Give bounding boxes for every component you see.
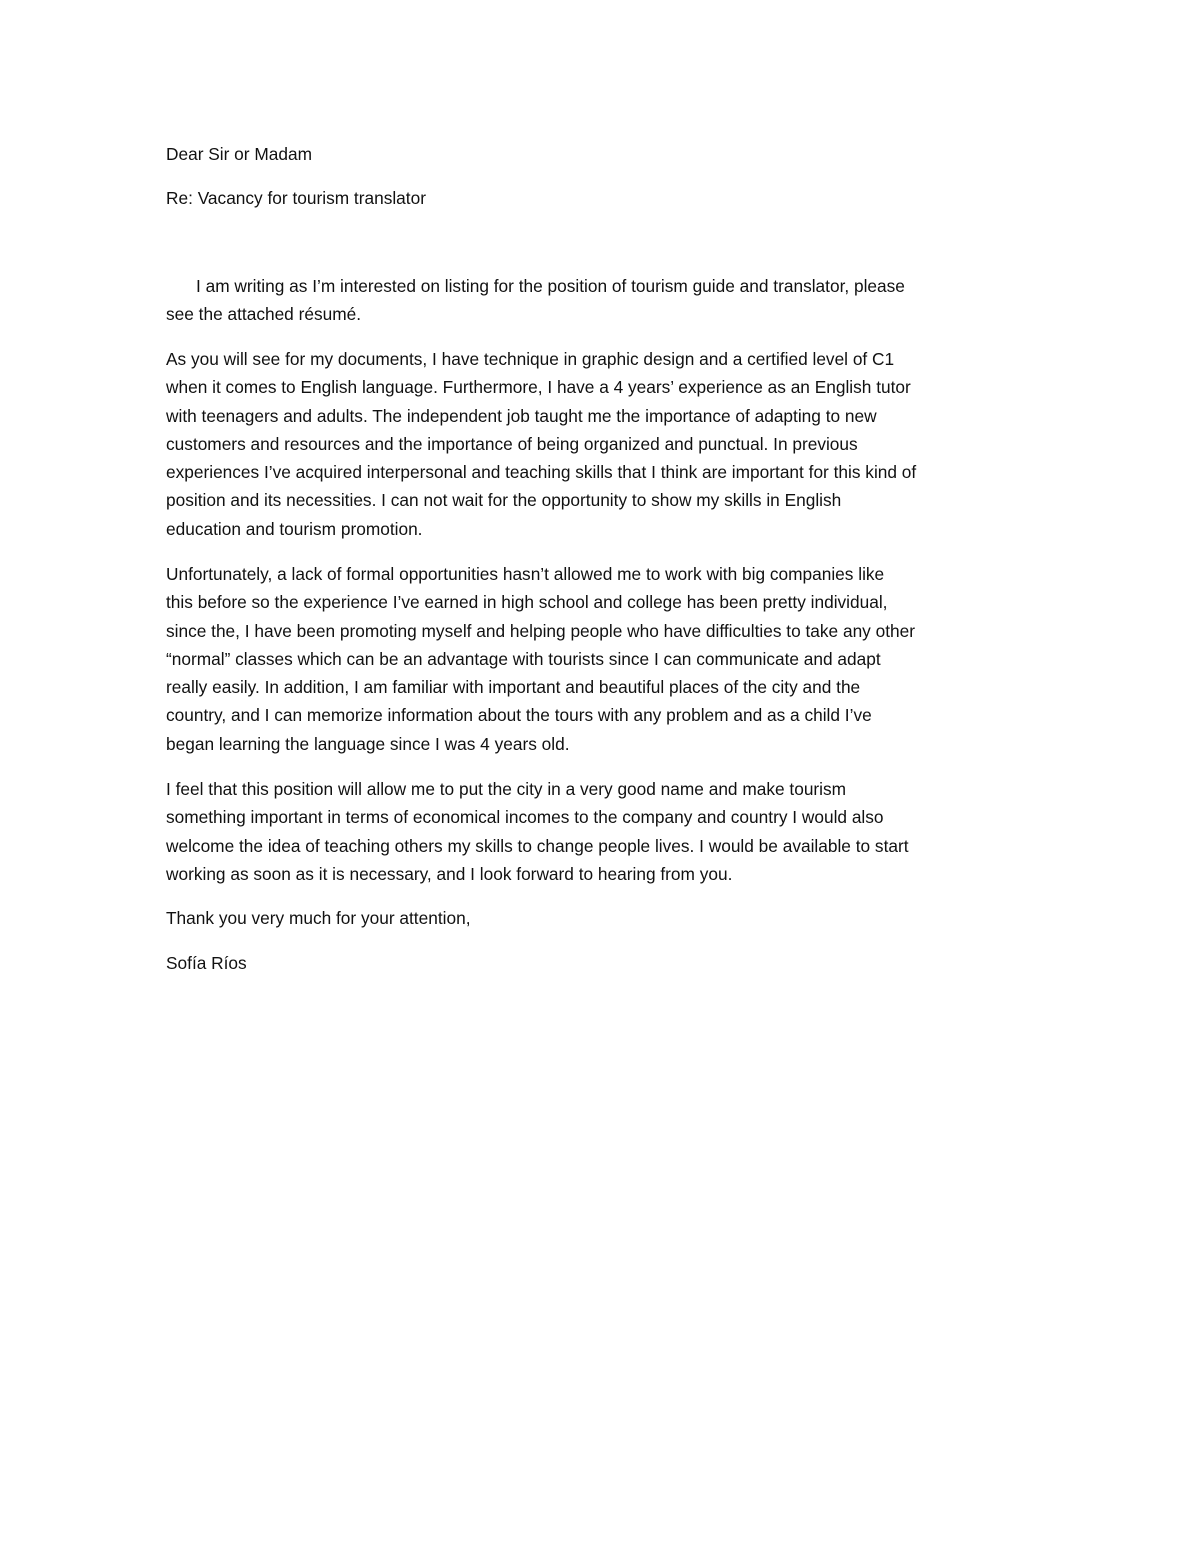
paragraph-line: country, and I can memorize information about the tours with any problem and as a child I’ve [166, 705, 872, 726]
paragraph-line: when it comes to English language. Furthermore, I have a 4 years’ experience as an English tutor [166, 377, 911, 398]
paragraph-line: see the attached résumé. [166, 304, 362, 325]
paragraph-line: since the, I have been promoting myself and helping people who have difficulties to take any other [166, 620, 916, 641]
paragraph-line: welcome the idea of teaching others my skills to change people lives. I would be available to start [166, 835, 909, 856]
paragraph-experience [166, 345, 916, 543]
paragraph-motivation [166, 775, 909, 888]
paragraph-line: Unfortunately, a lack of formal opportunities hasn’t allowed me to work with big companies like [166, 564, 885, 584]
paragraph-line: with teenagers and adults. The independent job taught me the importance of adapting to new [166, 405, 877, 426]
paragraph-line: position and its necessities. I can not wait for the opportunity to show my skills in English [166, 490, 842, 511]
paragraph-line: working as soon as it is necessary, and I look forward to hearing from you. [166, 863, 733, 884]
paragraph-line: something important in terms of economical incomes to the company and country I would also [166, 807, 884, 828]
paragraph-line: I feel that this position will allow me to put the city in a very good name and make tourism [166, 779, 847, 799]
salutation: Dear Sir or Madam [166, 144, 312, 164]
subject-line: Re: Vacancy for tourism translator [166, 188, 426, 208]
paragraph-background [166, 560, 915, 758]
paragraph-line: this before so the experience I’ve earned in high school and college has been pretty individual, [166, 592, 888, 613]
paragraph-intro [166, 272, 905, 329]
paragraph-line: I am writing as I’m interested on listing for the position of tourism guide and translator, please [196, 276, 905, 296]
paragraph-line: really easily. In addition, I am familiar with important and beautiful places of the city and the [166, 677, 861, 698]
paragraph-line: “normal” classes which can be an advantage with tourists since I can communicate and adapt [166, 648, 881, 669]
paragraph-line: experiences I’ve acquired interpersonal and teaching skills that I think are important for this kind of [166, 462, 917, 483]
paragraph-line: customers and resources and the importance of being organized and punctual. In previous [166, 433, 858, 454]
paragraph-line: As you will see for my documents, I have technique in graphic design and a certified level of C1 [166, 349, 895, 369]
paragraph-line: education and tourism promotion. [166, 518, 423, 539]
closing: Thank you very much for your attention, [166, 908, 471, 928]
signature: Sofía Ríos [166, 953, 247, 973]
paragraph-line: began learning the language since I was 4 years old. [166, 733, 570, 754]
